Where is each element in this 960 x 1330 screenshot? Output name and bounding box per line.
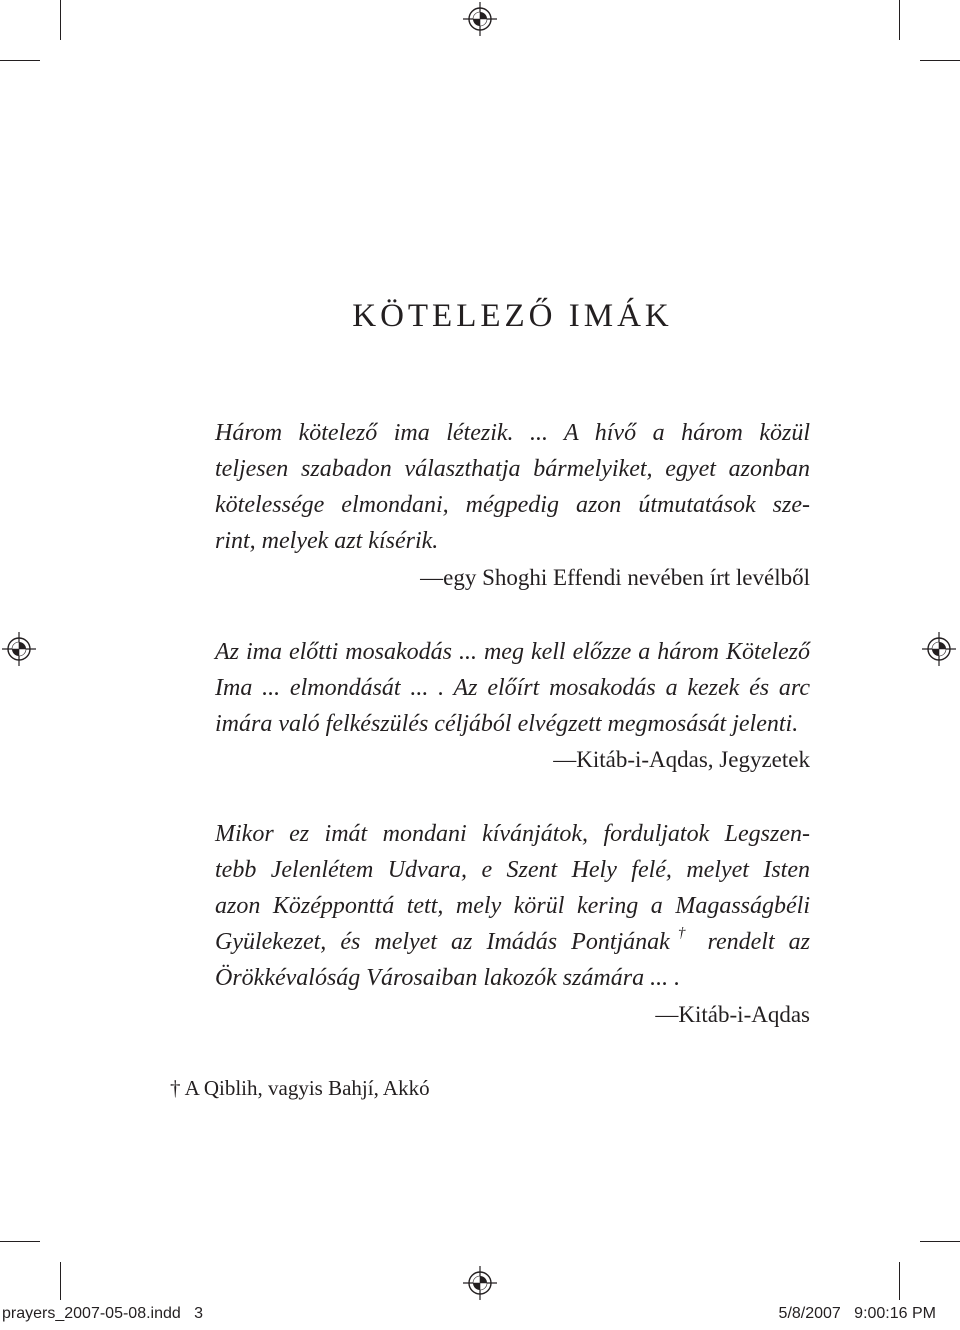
registration-mark-right-icon bbox=[922, 632, 956, 666]
registration-mark-left-icon bbox=[2, 632, 36, 666]
footnote-text: A Qiblih, vagyis Bahjí, Akkó bbox=[184, 1076, 430, 1100]
footnote bbox=[170, 1076, 430, 1101]
crop-mark-top-left-v bbox=[60, 0, 61, 40]
quote-line: Örökkévalóság Városaiban lakozók számára ... . bbox=[215, 965, 681, 991]
quote-line: kötelessége elmondani, mégpedig azon útmutatások sze- bbox=[215, 492, 810, 518]
quote-aqdas bbox=[215, 816, 810, 996]
crop-mark-bottom-right-h bbox=[920, 1241, 960, 1242]
quote-shoghi-effendi bbox=[215, 415, 810, 559]
registration-mark-bottom-icon bbox=[463, 1266, 497, 1300]
quote-line: teljesen szabadon választhatja bármelyiket, egyet azonban bbox=[215, 456, 810, 482]
crop-mark-bottom-left-v bbox=[60, 1262, 61, 1300]
quote-line: Három kötelező ima létezik. ... A hívő a három közül bbox=[215, 420, 810, 446]
footnote-marker: † bbox=[669, 925, 694, 941]
footnote-dagger: † bbox=[170, 1076, 181, 1100]
quote-line: Az ima előtti mosakodás ... meg kell előzze a három Kötelező bbox=[215, 639, 810, 665]
crop-mark-top-right-v bbox=[899, 0, 900, 40]
quote-line-with-footnote bbox=[215, 924, 810, 960]
slug-datetime: 5/8/2007 9:00:16 PM bbox=[778, 1305, 936, 1322]
crop-mark-top-left-h bbox=[0, 60, 40, 61]
crop-mark-top-right-h bbox=[920, 60, 960, 61]
quote-attribution: —egy Shoghi Effendi nevében írt levélből bbox=[420, 565, 810, 590]
crop-mark-bottom-right-v bbox=[899, 1262, 900, 1300]
quote-line: Ima ... elmondását ... . Az előírt mosakodás a kezek és arc bbox=[215, 675, 810, 701]
quote-aqdas-notes bbox=[215, 634, 810, 742]
slug-file: prayers_2007-05-08.indd 3 bbox=[2, 1305, 204, 1322]
quote-line: tebb Jelenlétem Udvara, e Szent Hely felé, melyet Isten bbox=[215, 857, 810, 883]
quote-line: rint, melyek azt kísérik. bbox=[215, 528, 439, 554]
quote-line: imára való felkészülés céljából elvégzett megmosását jelenti. bbox=[215, 711, 799, 737]
quote-text: rendelt az bbox=[707, 929, 811, 955]
quote-attribution: —Kitáb-i-Aqdas bbox=[655, 1002, 810, 1027]
quote-line: azon Középponttá tett, mely körül kering a Magasságbéli bbox=[215, 893, 810, 919]
registration-mark-top-icon bbox=[463, 2, 497, 36]
quote-text: Gyülekezet, és melyet az Imádás Pontjának bbox=[215, 929, 670, 955]
page-title: KÖTELEZŐ IMÁK bbox=[352, 298, 673, 334]
quote-attribution: —Kitáb-i-Aqdas, Jegyzetek bbox=[553, 747, 810, 772]
crop-mark-bottom-left-h bbox=[0, 1241, 40, 1242]
quote-line: Mikor ez imát mondani kívánjátok, forduljatok Legszen- bbox=[215, 821, 810, 847]
